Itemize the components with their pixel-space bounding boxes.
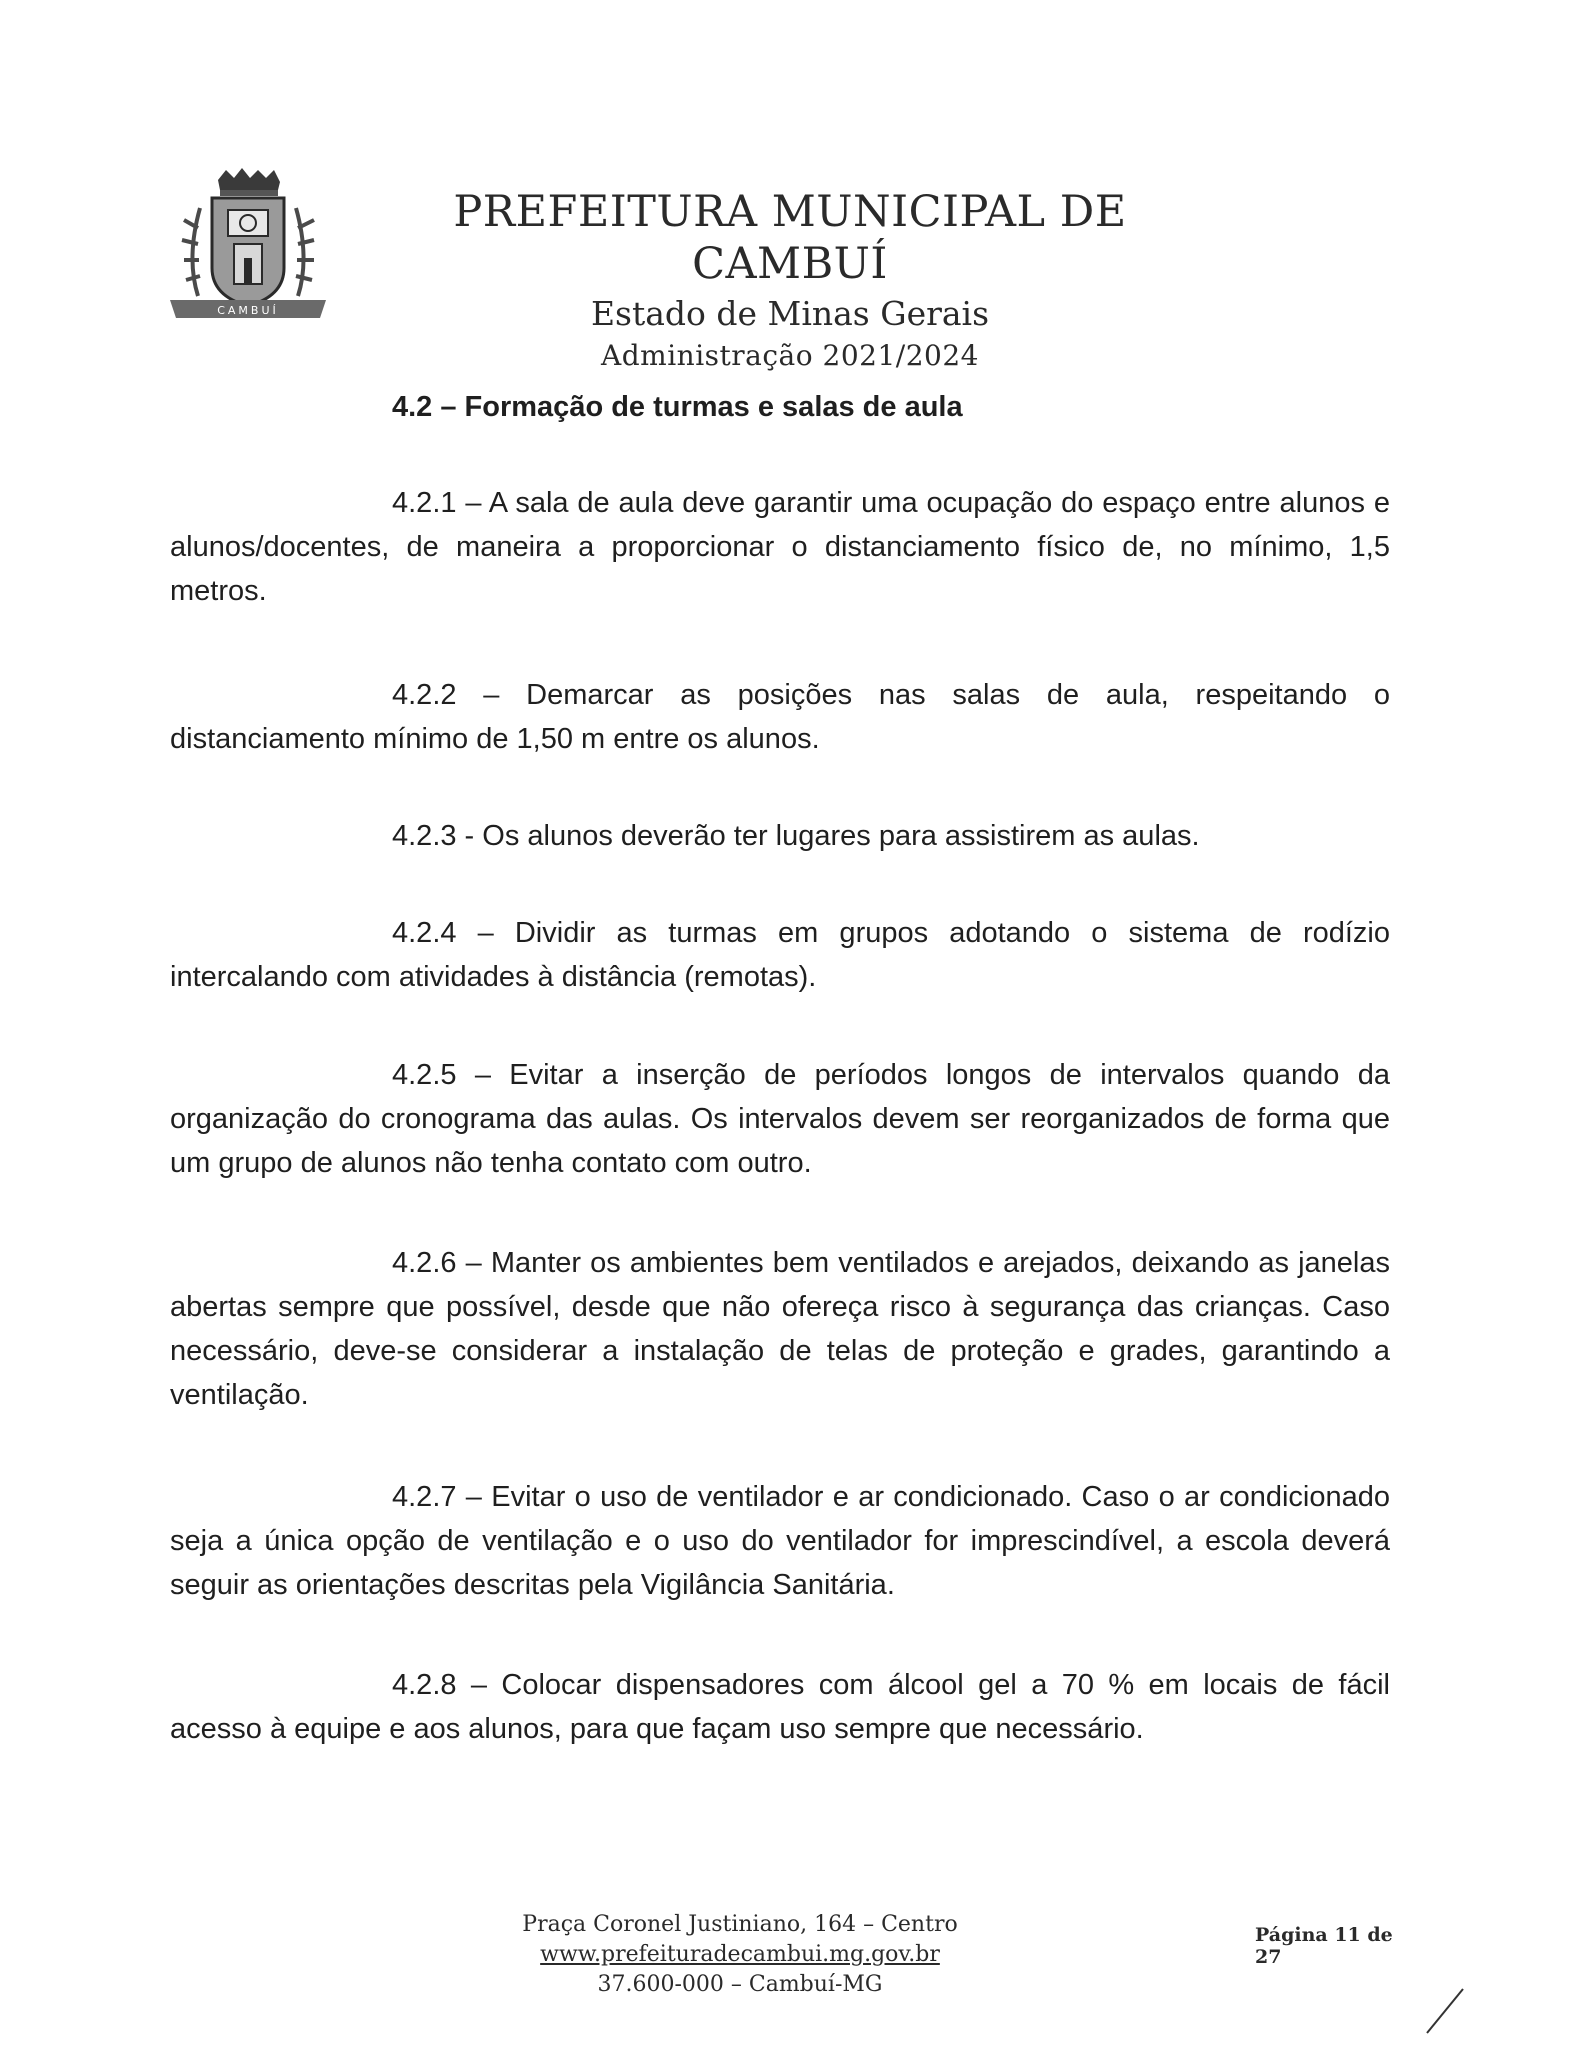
- footer-address-block: [470, 1910, 1010, 2000]
- municipality-title: PREFEITURA MUNICIPAL DE CAMBUÍ: [453, 187, 1127, 289]
- paragraph-4-2-8: 4.2.8 – Colocar dispensadores com álcool gel a 70 % em locais de fácil acesso à equipe e aos alunos, para que façam uso sempre que necessário.: [170, 1669, 1390, 1745]
- pen-mark-icon: [1425, 1985, 1465, 2035]
- crest-banner-text: CAMBUÍ: [217, 304, 279, 317]
- footer-postal-code: 37.600-000 – Cambuí-MG: [597, 1972, 883, 1997]
- paragraph-4-2-5: 4.2.5 – Evitar a inserção de períodos longos de intervalos quando da organização do cronograma das aulas. Os intervalos devem ser reorganizados de forma que um grupo de alunos não tenha contato com outro.: [170, 1059, 1390, 1179]
- page-number: Página 11 de 27: [1255, 1924, 1393, 1968]
- document-body: [170, 385, 1390, 1751]
- letterhead: [350, 186, 1230, 376]
- footer-website-link[interactable]: www.prefeituradecambui.mg.gov.br: [540, 1942, 940, 1967]
- paragraph-4-2-3: 4.2.3 - Os alunos deverão ter lugares para assistirem as aulas.: [392, 820, 1200, 852]
- paragraph-4-2-7: 4.2.7 – Evitar o uso de ventilador e ar condicionado. Caso o ar condicionado seja a única opção de ventilação e o uso do ventilador for imprescindível, a escola deverá seguir as orientações descritas pela Vigilância Sanitária.: [170, 1481, 1390, 1601]
- section-heading: 4.2 – Formação de turmas e salas de aula: [392, 391, 963, 423]
- paragraph-4-2-4: 4.2.4 – Dividir as turmas em grupos adotando o sistema de rodízio intercalando com atividades à distância (remotas).: [170, 917, 1390, 993]
- paragraph-4-2-6: 4.2.6 – Manter os ambientes bem ventilados e arejados, deixando as janelas abertas sempre que possível, desde que não ofereça risco à segurança das crianças. Caso necessário, deve-se considerar a instalação de telas de proteção e grades, garantindo a ventilação.: [170, 1247, 1390, 1411]
- paragraph-4-2-1: 4.2.1 – A sala de aula deve garantir uma ocupação do espaço entre alunos e alunos/docentes, de maneira a proporcionar o distanciamento físico de, no mínimo, 1,5 metros.: [170, 487, 1390, 607]
- paragraph-4-2-2: 4.2.2 – Demarcar as posições nas salas de aula, respeitando o distanciamento mínimo de 1,50 m entre os alunos.: [170, 679, 1390, 755]
- coat-of-arms-logo: [168, 168, 328, 323]
- footer-address: Praça Coronel Justiniano, 164 – Centro: [522, 1912, 958, 1937]
- state-name: Estado de Minas Gerais: [590, 294, 990, 333]
- administration-period: Administração 2021/2024: [601, 339, 979, 372]
